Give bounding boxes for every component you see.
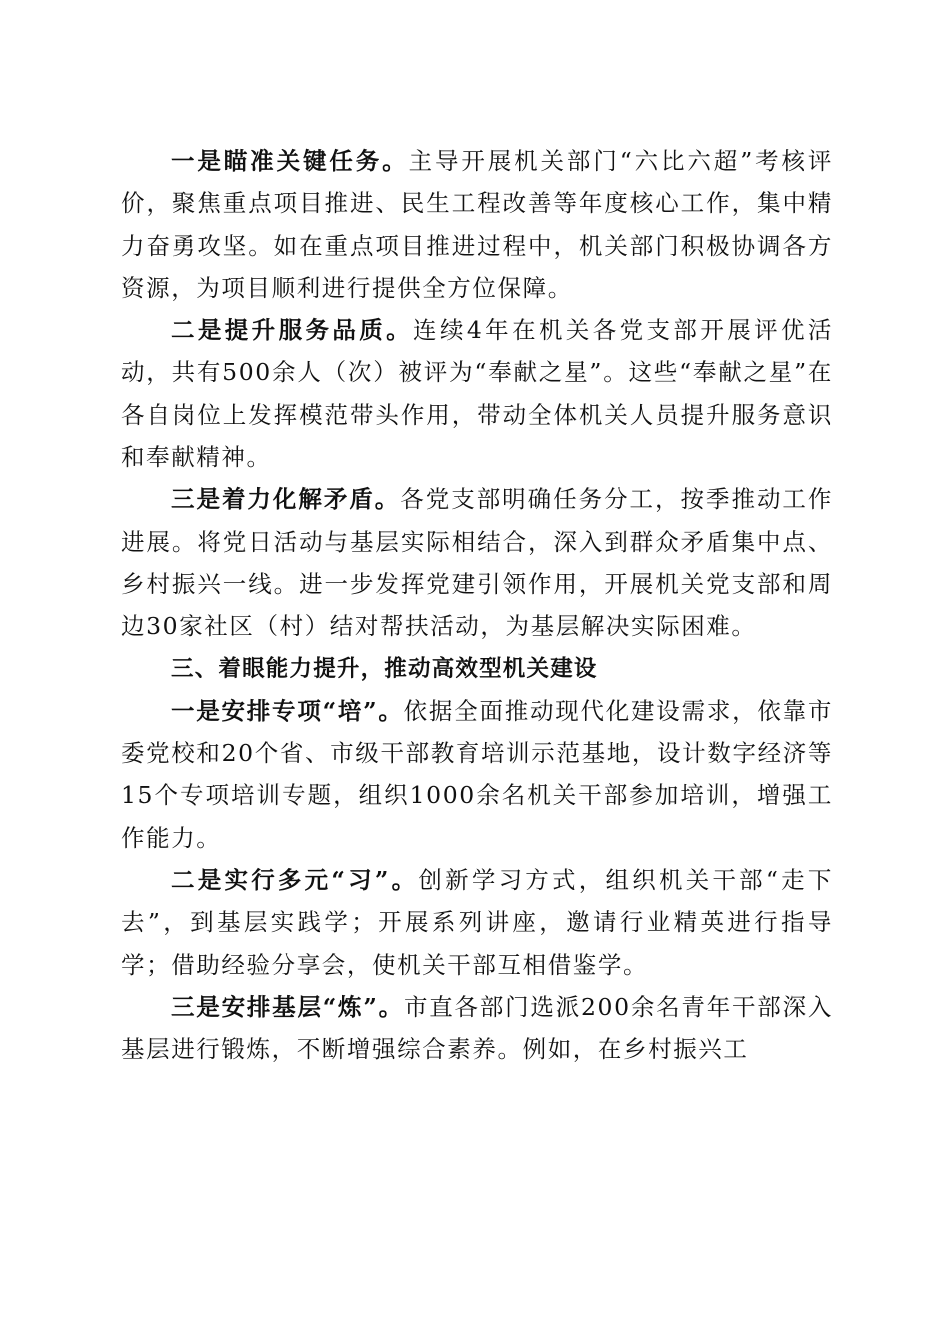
document-body: [121, 140, 833, 1071]
paragraph-text: 各党支部明确任务分工，按季推动工作进展。将党日活动与基层实际相结合，深入到群众矛盾集中点、乡村振兴一线。进一步发挥党建引领作用，开展机关党支部和周边30家社区（村）结对帮扶活动，为基层解决实际困难。: [121, 485, 833, 641]
paragraph-resolve-conflicts: [121, 478, 833, 647]
paragraph-text: 主导开展机关部门“六比六超”考核评价，聚焦重点项目推进、民生工程改善等年度核心工作，集中精力奋勇攻坚。如在重点项目推进过程中，机关部门积极协调各方资源，为项目顺利进行提供全方位保障。: [121, 147, 833, 302]
paragraph-lead: 二是提升服务品质。: [171, 316, 414, 345]
section-heading: 三、着眼能力提升，推动高效型机关建设: [171, 655, 598, 682]
paragraph-lead: 一是安排专项“培”。: [171, 696, 404, 725]
paragraph-text: 依据全面推动现代化建设需求，依靠市委党校和20个省、市级干部教育培训示范基地，设计数字经济等15个专项培训专题，组织1000余名机关干部参加培训，增强工作能力。: [121, 696, 833, 852]
paragraph-key-tasks: [121, 140, 833, 309]
paragraph-text: 创新学习方式，组织机关干部“走下去”，到基层实践学；开展系列讲座，邀请行业精英进行指导学；借助经验分享会，使机关干部互相借鉴学。: [121, 866, 833, 979]
paragraph-training: [121, 690, 833, 859]
paragraph-lead: 二是实行多元“习”。: [171, 866, 419, 895]
paragraph-service-quality: [121, 309, 833, 478]
paragraph-learning: [121, 859, 833, 986]
paragraph-grassroots-practice: [121, 986, 833, 1071]
paragraph-text: 市直各部门选派200余名青年干部深入基层进行锻炼，不断增强综合素养。例如，在乡村振兴工: [121, 992, 833, 1064]
paragraph-lead: 三是着力化解矛盾。: [171, 485, 401, 514]
paragraph-text: 连续4年在机关各党支部开展评优活动，共有500余人（次）被评为“奉献之星”。这些“奉献之星”在各自岗位上发挥模范带头作用，带动全体机关人员提升服务意识和奉献精神。: [121, 316, 833, 472]
paragraph-lead: 三是安排基层“炼”。: [171, 992, 404, 1021]
paragraph-lead: 一是瞄准关键任务。: [171, 147, 409, 175]
